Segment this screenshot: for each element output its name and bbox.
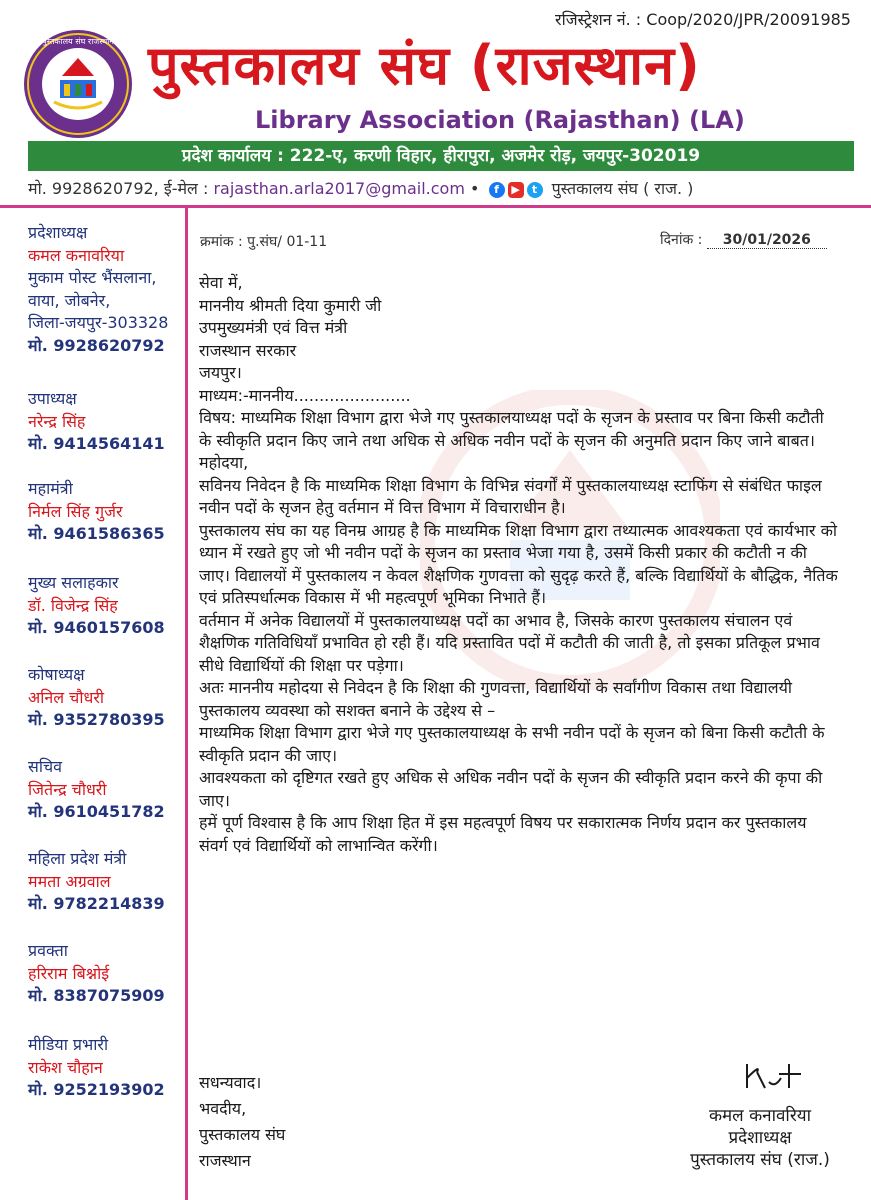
bearer-women-secretary bbox=[28, 848, 165, 916]
social-handle: पुस्तकालय संघ ( राज. ) bbox=[551, 179, 694, 198]
paragraph: हमें पूर्ण विश्वास है कि आप शिक्षा हित में इस महत्वपूर्ण विषय पर सकारात्मक निर्णय प्रदान कर पुस्तकालय संवर्ग एवं विद्यार्थियों को लाभान्वित करेंगी। bbox=[199, 813, 807, 855]
registration-number: रजिस्ट्रेशन नं. : Coop/2020/JPR/20091985 bbox=[555, 10, 851, 29]
closing-line: राजस्थान bbox=[199, 1151, 251, 1170]
recipient-name: माननीय श्रीमती दिया कुमारी जी bbox=[199, 295, 382, 315]
bearer-mobile: मो. 9782214839 bbox=[28, 894, 165, 913]
bearer-address-line: मुकाम पोस्ट भैंसलाना, bbox=[28, 268, 157, 287]
bearer-mobile: मो. 9928620792 bbox=[28, 335, 165, 355]
paragraph: पुस्तकालय संघ का यह विनम्र आग्रह है कि माध्यमिक शिक्षा विभाग द्वारा तथ्यात्मक आवश्यकता एवं कार्यभार को ध्यान में रखते हुए जो भी नवीन पदों के सृजन का प्रस्ताव भेजा गया है, उसमें किसी प्रकार की कटौती न की जाए। विद्यालयों में पुस्तकालय न केवल शैक्षणिक गुणवत्ता को सुदृढ़ करते हैं, बल्कि विद्यार्थियों के बौद्धिक, नैतिक एवं प्रतिस्पर्धात्मक विकास में भी महत्वपूर्ण भूमिका निभाते हैं। bbox=[199, 520, 838, 607]
twitter-icon[interactable]: t bbox=[527, 182, 543, 198]
contact-mobile: मो. 9928620792, ई-मेल : bbox=[28, 179, 209, 198]
bearer-secretary bbox=[28, 756, 165, 824]
bearer-name: निर्मल सिंह गुर्जर bbox=[28, 501, 123, 521]
date-value: 30/01/2026 bbox=[707, 232, 827, 249]
bearer-mobile: मो. 9610451782 bbox=[28, 802, 165, 821]
bearer-general-secretary bbox=[28, 478, 165, 546]
bearer-name: जितेन्द्र चौधरी bbox=[28, 779, 107, 799]
closing-line: भवदीय, bbox=[199, 1099, 247, 1118]
signatory-name: कमल कनावरिया bbox=[708, 1106, 812, 1126]
bearer-role: मुख्य सलाहकार bbox=[28, 573, 119, 592]
signature-icon bbox=[735, 1058, 815, 1094]
bearer-name: नरेन्द्र सिंह bbox=[28, 411, 86, 431]
signatory-designation: प्रदेशाध्यक्ष bbox=[728, 1128, 792, 1148]
association-logo-icon bbox=[22, 28, 134, 140]
bearer-vice-president bbox=[28, 388, 165, 456]
bearer-role: महिला प्रदेश मंत्री bbox=[28, 849, 127, 868]
bearer-name: अनिल चौधरी bbox=[28, 687, 105, 707]
paragraph: माध्यमिक शिक्षा विभाग द्वारा भेजे गए पुस्तकालयाध्यक्ष के सभी नवीन पदों के सृजन को बिना किसी कटौती के स्वीकृति प्रदान की जाए। bbox=[199, 723, 825, 765]
bearer-president bbox=[28, 222, 168, 357]
recipient-designation: उपमुख्यमंत्री एवं वित्त मंत्री bbox=[199, 318, 348, 337]
bearer-name: ममता अग्रवाल bbox=[28, 871, 111, 891]
bearer-mobile: मो. 9352780395 bbox=[28, 710, 165, 729]
contact-bullet: • bbox=[470, 179, 480, 198]
reference-value: 01-11 bbox=[286, 234, 328, 250]
bearer-name: राकेश चौहान bbox=[28, 1057, 103, 1077]
paragraph: वर्तमान में अनेक विद्यालयों में पुस्तकालयाध्यक्ष पदों का अभाव है, जिसके कारण पुस्तकालय संचालन एवं शैक्षणिक गतिविधियाँ प्रभावित हो रही हैं। यदि प्रस्तावित पदों में कटौती की जाती है, तो इसका प्रतिकूल प्रभाव सीधे विद्यार्थियों की शिक्षा पर पड़ेगा। bbox=[199, 610, 820, 675]
recipient-government: राजस्थान सरकार bbox=[199, 340, 297, 360]
social-icons bbox=[489, 182, 543, 198]
bearer-address-line: जिला-जयपुर-303328 bbox=[28, 313, 169, 332]
facebook-icon[interactable]: f bbox=[489, 182, 505, 198]
through-line: माध्यम:-माननीय....................... bbox=[199, 385, 411, 405]
paragraph: अतः माननीय महोदया से निवेदन है कि शिक्षा की गुणवत्ता, विद्यार्थियों के सर्वांगीण विकास तथा विद्यालयी पुस्तकालय व्यवस्था को सशक्त बनाने के उद्देश्य से – bbox=[199, 678, 792, 720]
bearer-role: सचिव bbox=[28, 757, 63, 776]
bearer-role: महामंत्री bbox=[28, 479, 73, 498]
salutation: सेवा में, bbox=[199, 273, 243, 292]
signatory-block bbox=[660, 1105, 860, 1171]
closing-line: सधन्यवाद। bbox=[199, 1073, 262, 1092]
letter-date bbox=[660, 230, 827, 249]
bearer-name: कमल कनावरिया bbox=[28, 245, 125, 265]
association-title-hindi: पुस्तकालय संघ (राजस्थान) bbox=[148, 34, 701, 97]
letter-body bbox=[199, 272, 839, 857]
bearer-mobile: मो. 8387075909 bbox=[28, 986, 165, 1005]
greeting: महोदया, bbox=[199, 453, 249, 472]
contact-email[interactable]: rajasthan.arla2017@gmail.com bbox=[213, 179, 465, 198]
paragraph: आवश्यकता को दृष्टिगत रखते हुए अधिक से अधिक नवीन पदों के सृजन की स्वीकृति प्रदान करने की कृपा की जाए। bbox=[199, 768, 823, 810]
bearer-mobile: मो. 9461586365 bbox=[28, 524, 165, 543]
bearer-role: प्रदेशाध्यक्ष bbox=[28, 223, 88, 242]
date-label: दिनांक : bbox=[660, 232, 703, 248]
bearer-treasurer bbox=[28, 664, 165, 732]
youtube-icon[interactable]: ▶ bbox=[508, 182, 524, 198]
bearer-mobile: मो. 9252193902 bbox=[28, 1080, 165, 1099]
bearer-mobile: मो. 9460157608 bbox=[28, 618, 165, 637]
contact-line bbox=[28, 177, 854, 199]
paragraph: सविनय निवेदन है कि माध्यमिक शिक्षा विभाग के विभिन्न संवर्गों में पुस्तकालयाध्यक्ष स्टाफिंग से संबंधित फाइल नवीन पदों के सृजन हेतु वर्तमान में वित्त विभाग में विचाराधीन है। bbox=[199, 475, 822, 517]
subject-paragraph: विषय: माध्यमिक शिक्षा विभाग द्वारा भेजे गए पुस्तकालयाध्यक्ष पदों के सृजन के प्रस्ताव पर बिना किसी कटौती के स्वीकृति प्रदान किए जाने तथा अधिक से अधिक नवीन पदों के सृजन की अनुमति प्रदान किए जाने बाबत। bbox=[199, 408, 824, 450]
bearer-media-incharge bbox=[28, 1034, 165, 1102]
recipient-city: जयपुर। bbox=[199, 363, 242, 382]
bearer-role: उपाध्यक्ष bbox=[28, 389, 77, 408]
bearer-name: हरिराम बिश्नोई bbox=[28, 963, 110, 983]
bearer-chief-advisor bbox=[28, 572, 165, 640]
logo-text: पुस्तकालय संघ राजस्थान bbox=[42, 37, 114, 46]
bearer-mobile: मो. 9414564141 bbox=[28, 434, 165, 453]
bearer-role: कोषाध्यक्ष bbox=[28, 665, 85, 684]
association-title-english: Library Association (Rajasthan) (LA) bbox=[255, 106, 745, 134]
closing-block bbox=[199, 1070, 285, 1174]
signatory-organization: पुस्तकालय संघ (राज.) bbox=[690, 1150, 830, 1170]
letterhead bbox=[0, 0, 871, 200]
office-address: प्रदेश कार्यालय : 222-ए, करणी विहार, हीरापुरा, अजमेर रोड़, जयपुर-302019 bbox=[28, 141, 854, 171]
bearer-name: डॉ. विजेन्द्र सिंह bbox=[28, 595, 118, 615]
bearer-role: मीडिया प्रभारी bbox=[28, 1035, 109, 1054]
reference-label: क्रमांक : पु.संघ/ bbox=[200, 234, 282, 250]
bearer-address-line: वाया, जोबनेर, bbox=[28, 290, 111, 310]
bearer-role: प्रवक्ता bbox=[28, 941, 68, 960]
closing-line: पुस्तकालय संघ bbox=[199, 1125, 286, 1144]
bearer-spokesperson bbox=[28, 940, 165, 1008]
reference-number bbox=[200, 232, 327, 251]
